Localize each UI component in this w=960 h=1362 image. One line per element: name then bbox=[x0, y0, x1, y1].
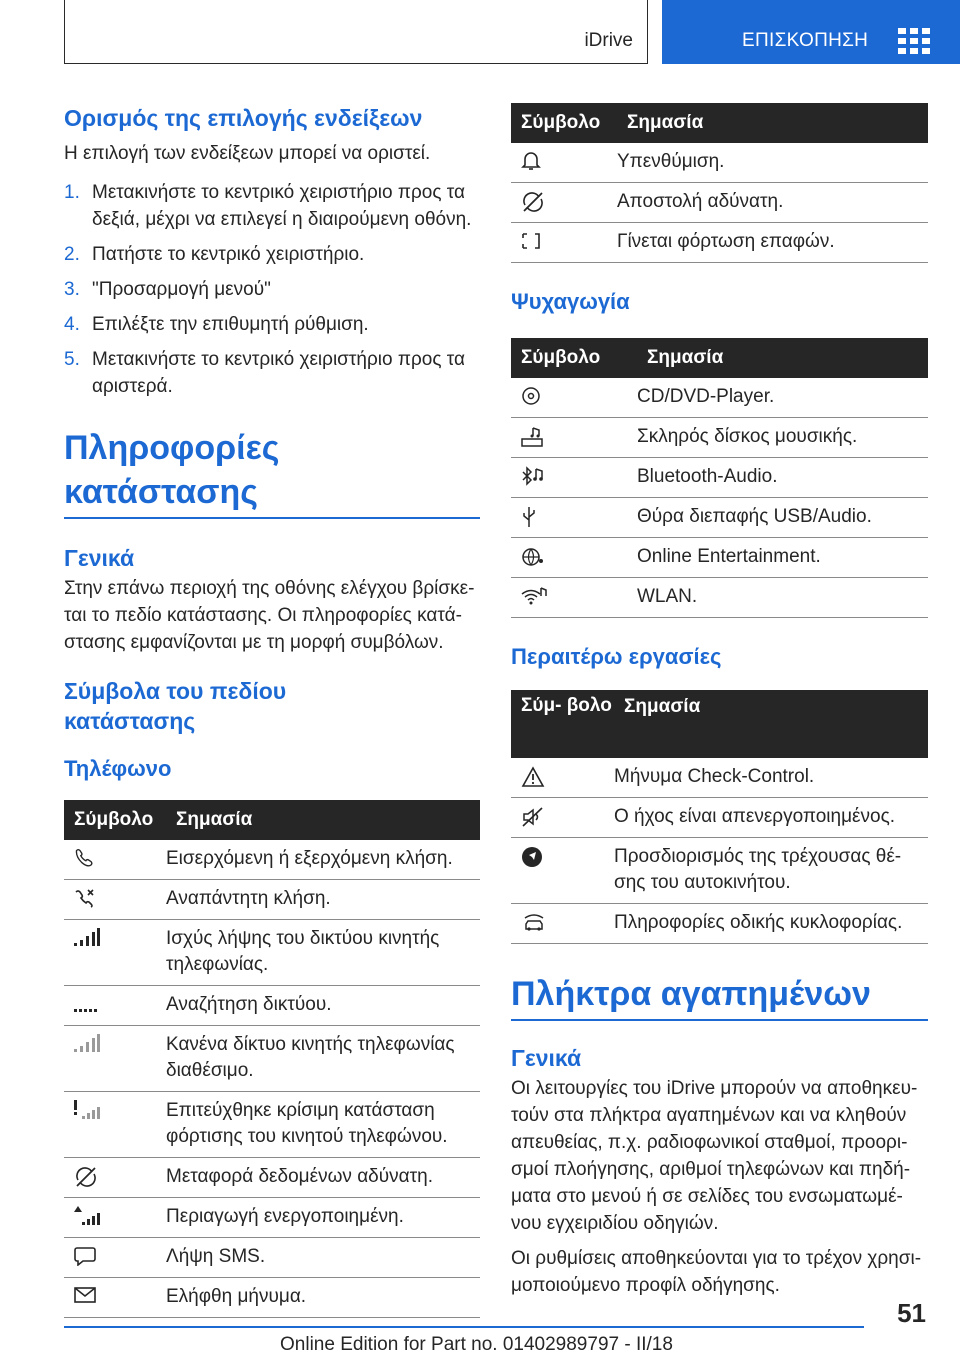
table-row: Ισχύς λήψης του δικτύου κινητής τηλεφωνίας. bbox=[64, 920, 480, 986]
table-row: Περιαγωγή ενεργοποιημένη. bbox=[64, 1198, 480, 1238]
left-column bbox=[64, 103, 480, 1318]
online-entertainment-icon bbox=[521, 546, 545, 568]
further-tasks-heading: Περαιτέρω εργασίες bbox=[511, 644, 722, 669]
header-box bbox=[64, 0, 648, 64]
general-text: Στην επάνω περιοχή της οθόνης ελέγχου βρίσκε- ται το πεδίο κατάστασης. Οι πληροφορίες κατά- στασης εμφανίζονται με τη μορφή συμβόλων. bbox=[64, 578, 475, 653]
cd-dvd-icon bbox=[521, 386, 541, 406]
indicator-heading: Ορισμός της επιλογής ενδείξεων bbox=[64, 105, 423, 131]
further-tasks-table bbox=[511, 690, 928, 944]
table-row: Επιτεύχθηκε κρίσιμη κατάσταση φόρτισης του κινητού τηλεφώνου. bbox=[64, 1092, 480, 1158]
col-meaning-header: Σημασία bbox=[614, 690, 928, 758]
footer-rule bbox=[64, 1326, 864, 1328]
col-symbol-header: Σύμβολο bbox=[64, 800, 166, 840]
favorites-heading: Πλήκτρα αγαπημένων bbox=[511, 975, 871, 1013]
general-heading: Γενικά bbox=[64, 545, 135, 571]
col-symbol-header: Σύμ- βολο bbox=[511, 690, 614, 758]
missed-call-icon bbox=[74, 888, 96, 908]
table-row: Σκληρός δίσκος μουσικής. bbox=[511, 418, 928, 458]
table-row: Bluetooth-Audio. bbox=[511, 458, 928, 498]
step-item: 1. Μετακινήστε το κεντρικό χειριστήριο προς τα δεξιά, μέχρι να επιλεγεί η διαιρούμενη οθόνη. bbox=[64, 182, 472, 230]
usb-icon bbox=[521, 506, 537, 528]
favorites-text-1: Οι λειτουργίες του iDrive μπορούν να αποθηκευ- τούν στα πλήκτρα αγαπημένων και να κληθούν απευθείας, π.χ. ραδιοφωνικοί σταθμοί, προορι- σμοί πλοήγησης, αριθμοί τηλεφώνων και πηδή- ματα στο μενού ή σε σελίδες του ενσωματωμέ- νου εγχειριδίου οδηγιών. bbox=[511, 1078, 918, 1234]
page-number: 51 bbox=[897, 1298, 926, 1328]
col-meaning-header: Σημασία bbox=[637, 338, 928, 378]
col-symbol-header: Σύμβολο bbox=[511, 338, 637, 378]
table-row: WLAN. bbox=[511, 578, 928, 618]
col-meaning-header: Σημασία bbox=[617, 103, 928, 143]
right-column bbox=[511, 103, 928, 1299]
vehicle-position-icon bbox=[521, 846, 543, 868]
sms-icon bbox=[74, 1246, 96, 1266]
table-row: Υπενθύμιση. bbox=[511, 143, 928, 183]
step-item: 2. Πατήστε το κεντρικό χειριστήριο. bbox=[64, 244, 365, 265]
entertainment-table bbox=[511, 338, 928, 618]
sound-muted-icon bbox=[521, 806, 545, 828]
signal-strength-icon bbox=[74, 928, 100, 946]
status-heading: Πληροφορίες κατάστασης bbox=[64, 429, 280, 511]
no-network-icon bbox=[74, 1034, 100, 1052]
table-row: Αναπάντητη κλήση. bbox=[64, 880, 480, 920]
section-label: iDrive bbox=[584, 30, 633, 51]
footer-edition: Online Edition for Part no. 01402989797 - II/18 bbox=[280, 1334, 673, 1355]
bluetooth-audio-icon bbox=[521, 466, 545, 488]
hard-disk-music-icon bbox=[521, 426, 543, 448]
data-transfer-disabled-icon bbox=[74, 1166, 98, 1188]
table-row: Ελήφθη μήνυμα. bbox=[64, 1278, 480, 1318]
heading-rule bbox=[64, 517, 480, 519]
step-item: 4. Επιλέξτε την επιθυμητή ρύθμιση. bbox=[64, 314, 369, 335]
table-row: Αναζήτηση δικτύου. bbox=[64, 986, 480, 1026]
warning-triangle-icon bbox=[521, 766, 545, 788]
reminder-bell-icon bbox=[521, 151, 541, 171]
roaming-icon bbox=[74, 1206, 100, 1226]
table-row: Εισερχόμενη ή εξερχόμενη κλήση. bbox=[64, 840, 480, 880]
network-search-icon bbox=[74, 994, 100, 1012]
favorites-text-2: Οι ρυθμίσεις αποθηκεύονται για το τρέχον χρησι- μοποιούμενο προφίλ οδήγησης. bbox=[511, 1248, 922, 1296]
steps-list bbox=[64, 179, 480, 400]
phone-table bbox=[64, 800, 480, 1318]
table-row: Μεταφορά δεδομένων αδύνατη. bbox=[64, 1158, 480, 1198]
chapter-label: ΕΠΙΣΚΟΠΗΣΗ bbox=[742, 30, 869, 51]
table-row: Θύρα διεπαφής USB/Audio. bbox=[511, 498, 928, 538]
table-row: Γίνεται φόρτωση επαφών. bbox=[511, 223, 928, 263]
send-disabled-icon bbox=[521, 191, 545, 213]
step-item: 5. Μετακινήστε το κεντρικό χειριστήριο προς τα αριστερά. bbox=[64, 349, 465, 397]
table-row: Πληροφορίες οδικής κυκλοφορίας. bbox=[511, 904, 928, 944]
wlan-icon bbox=[521, 586, 547, 606]
heading-rule bbox=[511, 1019, 928, 1021]
overview-grid-icon bbox=[898, 28, 930, 54]
status-symbols-table bbox=[511, 103, 928, 263]
indicator-text: Η επιλογή των ενδείξεων μπορεί να οριστεί. bbox=[64, 143, 431, 164]
general-heading-2: Γενικά bbox=[511, 1045, 582, 1071]
contacts-loading-icon bbox=[521, 231, 541, 251]
phone-heading: Τηλέφωνο bbox=[64, 756, 172, 781]
email-icon bbox=[74, 1286, 96, 1304]
table-row: Προσδιορισμός της τρέχουσας θέ- σης του αυτοκινήτου. bbox=[511, 838, 928, 904]
chapter-tab[interactable] bbox=[662, 0, 960, 64]
table-row: Μήνυμα Check-Control. bbox=[511, 758, 928, 798]
col-symbol-header: Σύμβολο bbox=[511, 103, 617, 143]
phone-handset-icon bbox=[74, 848, 96, 868]
table-row: Online Entertainment. bbox=[511, 538, 928, 578]
table-row: Κανένα δίκτυο κινητής τηλεφωνίας διαθέσιμο. bbox=[64, 1026, 480, 1092]
table-row: Λήψη SMS. bbox=[64, 1238, 480, 1278]
symbols-heading: Σύμβολα του πεδίου κατάστασης bbox=[64, 678, 287, 734]
step-item: 3. "Προσαρμογή μενού" bbox=[64, 279, 271, 300]
entertainment-heading: Ψυχαγωγία bbox=[511, 289, 630, 314]
battery-critical-icon bbox=[74, 1100, 100, 1120]
table-row: CD/DVD-Player. bbox=[511, 378, 928, 418]
table-row: Ο ήχος είναι απενεργοποιημένος. bbox=[511, 798, 928, 838]
col-meaning-header: Σημασία bbox=[166, 800, 480, 840]
traffic-info-icon bbox=[521, 912, 547, 934]
table-row: Αποστολή αδύνατη. bbox=[511, 183, 928, 223]
